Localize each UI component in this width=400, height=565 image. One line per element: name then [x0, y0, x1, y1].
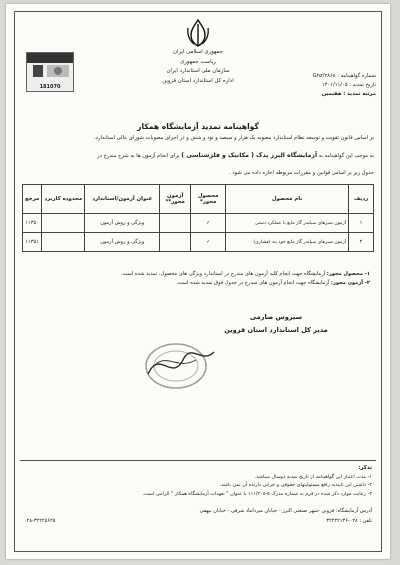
footnote-1: ۱- مدت اعتبار این گواهینامه از تاریخ تمدید دوسال میباشد. [254, 473, 372, 480]
certificate-page [6, 4, 390, 559]
cell-reference: ۱۱۳۵۰ [23, 214, 42, 233]
cell-product: آزمون شیرهای سیلندر گاز مایع خود بند (فشاری) [226, 233, 349, 252]
cell-test-title: ویژگی و روش آزمون [85, 233, 160, 252]
cell-row: ۱ [349, 214, 374, 233]
paragraph-3: جدول زیر بر اساس قوانین و مقررات مربوطه اجازه داده می شود . [229, 170, 374, 176]
note-1-text: آزمایشگاه جهت انجام کلیه آزمون های مندرج در استاندارد ویژگی های محصول، تمدید شده است. [120, 271, 326, 277]
col-reference: مرجع [23, 185, 42, 214]
col-row: ردیف [349, 185, 374, 214]
lab-name: آزمایشگاه البرز پدک ( مکانیک و فلزشناسی ) [181, 152, 318, 159]
header-line-3: سازمان ملی استاندارد ایران [166, 68, 230, 74]
cell-test-title: ویژگی و روش آزمون [85, 214, 160, 233]
note-2 [26, 279, 370, 288]
signature-stamp-icon [138, 334, 220, 394]
phone-label: تلفن : [359, 518, 372, 524]
note-1 [26, 270, 370, 279]
certificate-number: شماره گواهینامه : Ghz/۲۸۶۸ [312, 73, 376, 79]
cell-product: آزمون شیرهای سیلندر گاز مایع با عملکرد دستی [226, 214, 349, 233]
checkmark-icon: ✓ [191, 233, 226, 252]
col-product: نام محصول [226, 185, 349, 214]
col-scope: محدوده کاربرد [42, 185, 85, 214]
renewal-date: تاریخ تمدید : ۱۴۰۱/۱۱/۰۵ [321, 82, 376, 88]
table-header-row [23, 185, 374, 214]
table-notes [26, 270, 370, 288]
header-line-2: ریاست جمهوری [180, 58, 216, 65]
tests-table [22, 184, 374, 252]
iran-emblem-icon [184, 18, 212, 48]
header-block [116, 48, 280, 86]
footnotes [24, 464, 372, 498]
note-2-label: ۲- آزمون محور: [330, 280, 370, 286]
footnotes-title: تذکر: [358, 465, 372, 471]
phone-1: ۰۲۸-۳۲۲۲۲۱۳۶ [326, 518, 358, 524]
cell-row: ۲ [349, 233, 374, 252]
cell-scope [42, 233, 85, 252]
footnote-3: ۳- رعایت موارد ذکر شده در فرم به شماره مدرک ۵-۱۱۱/۲۰۸ با عنوان " تعهدات آزمایشگاه همکار " الزامی است. [142, 490, 372, 497]
header-line-4: اداره کل استاندارد استان قزوین [162, 77, 234, 84]
phone-row [24, 516, 372, 526]
paragraph-2-pre: به موجب این گواهینامه به [318, 153, 374, 159]
signature-block [206, 311, 346, 337]
table-row [23, 214, 374, 233]
certificate-title: گواهینامه تمدید آزمایشگاه همکار [137, 122, 259, 131]
cell-test-mandatory [160, 233, 191, 252]
cell-scope [42, 214, 85, 233]
footer-divider [20, 460, 376, 461]
certificate-meta [276, 72, 376, 99]
standard-logo-icon [26, 52, 74, 92]
logo-number: 181070 [39, 84, 61, 90]
signer-position: مدیر کل استاندارد استان قزوین [224, 326, 328, 334]
note-2-text: آزمایشگاه جهت انجام آزمون های مندرج در جدول فوق تمدید شده است. [176, 280, 330, 286]
col-test-title: عنوان آزمون/استاندارد [85, 185, 160, 214]
col-product-mandatory: محصول محور* [191, 185, 226, 214]
footnote-2: ۲- داشتن این تاییدیه رافع مسئولیتهای حقوقی و جزایی دارنده آن نمی باشد. [219, 482, 372, 488]
paragraph-2 [22, 152, 374, 161]
paragraph-2-post: برای انجام آزمون ها به شرح مندرج در [97, 153, 180, 159]
header-line-1: جمهوری اسلامی ایران [172, 49, 223, 55]
table-row [23, 233, 374, 252]
cell-reference: ۱۱۳۵۱ [23, 233, 42, 252]
renewal-count: مرتبه تمدید : هفتمین [321, 91, 376, 97]
address-block [24, 506, 372, 526]
phone-2: ۰۲۸-۳۲۲۲۵۶۲۵ [24, 518, 56, 524]
note-1-label: ۱- محصول محور: [326, 271, 370, 277]
lab-address: آدرس آزمایشگاه: قزوین -شهر صنعتی البرز - خیابان میرداماد شرقی - خیابان بیهقی [199, 508, 372, 514]
paragraph-1: بر اساس قانون تقویت و توسعه نظام استاندارد مصوبه یک هزار و سیصد و نود و شش و در اجرای مصوبات شورای عالی استاندارد، [93, 135, 374, 141]
signer-name: سیروس صارمی [249, 313, 303, 321]
checkmark-icon: ✓ [191, 214, 226, 233]
cell-test-mandatory [160, 214, 191, 233]
col-test-mandatory: آزمون محور** [160, 185, 191, 214]
